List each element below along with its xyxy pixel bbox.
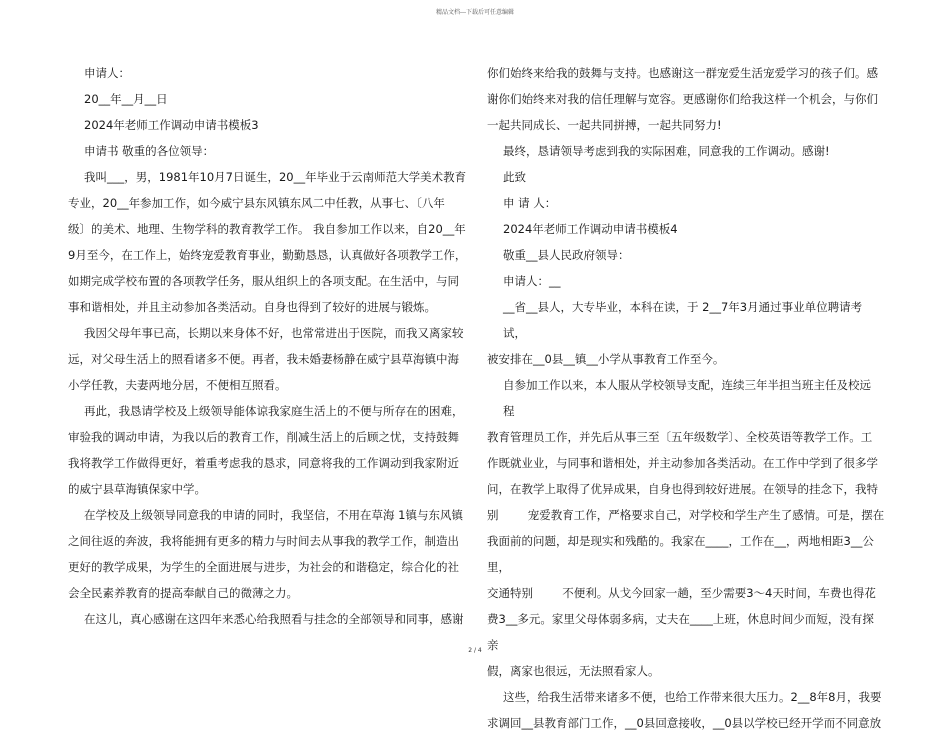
text-line: 自参加工作以来，本人服从学校领导支配，连续三年半担当班主任及校远程 [503,378,871,418]
left-column [68,60,470,632]
text-line: 申请人： [84,66,130,80]
text-line: 在这儿，真心感谢在这四年来悉心给我照看与挂念的全部领导和同事，感谢 [84,612,464,626]
text-line: 我面前的问题，却是现实和残酷的。我家在____，工作在__，两地相距3__公里， [487,534,874,574]
text-line: 事和谐相处，并且主动参加各类活动。自身也得到了较好的进展与锻炼。 [68,300,436,314]
right-column [487,60,885,736]
page-number: 2 / 4 [468,647,482,654]
text-line: 2024年老师工作调动申请书模板3 [84,118,259,132]
text-line: __省__县人，大专毕业，本科在读，于 2__7年3月通过事业单位聘请考试， [503,300,863,340]
text-line: 你们始终来给我的鼓舞与支持。也感谢这一群宠爱生活宠爱学习的孩子们。感 [487,66,878,80]
text-line: 我因父母年事已高，长期以来身体不好，也常常进出于医院，而我又离家较 [84,326,464,340]
text-line: 更好的教学成果，为学生的全面进展与进步，为社会的和谐稳定，综合化的社 [68,560,459,574]
text-line: 的威宁县草海镇保家中学。 [68,482,206,496]
text-line: 9月至今，在工作上，始终宠爱教育事业，勤勤恳恳，认真做好各项教学工作， [68,248,467,262]
text-line: 作既就业业，与同事和谐相处，并主动参加各类活动。在工作中学到了很多学 [487,456,878,470]
text-line: 远，对父母生活上的照看诸多不便。再者，我未婚妻杨静在威宁县草海镇中海 [68,352,459,366]
text-line: 申请书 敬重的各位领导： [84,144,215,158]
text-line: 假，离家也很远，无法照看家人。 [487,664,660,678]
page-header: 精品文档---下载后可任意编辑 [435,9,515,16]
text-line: 会全民素养教育的提高奉献自己的微薄之力。 [68,586,298,600]
text-line: 费3__多元。家里父母体弱多病，丈夫在____上班，休息时间少而短，没有探亲 [487,612,874,652]
text-line: 交通特别 不便利。从戈今回家一趟，至少需要3～4天时间，车费也得花 [487,586,876,600]
text-line: 我将教学工作做得更好，着重考虑我的恳求，同意将我的工作调动到我家附近 [68,456,459,470]
text-line: 被安排在__0县__镇__小学从事教育工作至今。 [487,352,725,366]
text-line: 2024年老师工作调动申请书模板4 [503,222,678,236]
text-line: 别 宠爱教育工作，严格要求自己，对学校和学生产生了感情。可是，摆在 [487,508,885,522]
text-line: 谢你们始终来对我的信任理解与宽容。更感谢你们给我这样一个机会，与你们 [487,92,878,106]
text-line: 再此，我恳请学校及上级领导能体谅我家庭生活上的不便与所存在的困难， [84,404,464,418]
text-line: 求调回__县教育部门工作，__0县回意接收，__0县以学校已经开学而不同意放 [487,716,882,730]
text-line: 专业，20__年参加工作，如今威宁县东风镇东风二中任教，从事七、〔八年 [68,196,445,210]
text-line: 一起共同成长、一起共同拼搏，一起共同努力! [487,118,722,132]
text-line: 问，在教学上取得了优异成果，自身也得到较好进展。在领导的挂念下，我特 [487,482,878,496]
text-line: 小学任教，夫妻两地分居，不便相互照看。 [68,378,287,392]
text-line: 教育管理员工作，并先后从事三至〔五年级数学〕、全校英语等教学工作。工 [487,430,873,444]
text-line: 我叫___，男，1981年10月7日诞生，20__年毕业于云南师范大学美术教育 [84,170,467,184]
text-line: 最终，恳请领导考虑到我的实际困难，同意我的工作调动。感谢! [503,144,830,158]
text-line: 级〕的美术、地理、生物学科的教育教学工作。 我自参加工作以来，自20__年 [68,222,466,236]
text-line: 这些，给我生活带来诸多不便，也给工作带来很大压力。2__8年8月，我要 [503,690,882,704]
text-line: 审验我的调动申请，为我以后的教育工作，削减生活上的后顾之忧，支持鼓舞 [68,430,459,444]
text-line: 敬重__县人民政府领导： [503,248,630,262]
text-line: 如期完成学校布置的各项教学任务，服从组织上的各项支配。在生活中，与同 [68,274,459,288]
text-line: 之间往返的奔波，我将能拥有更多的精力与时间去从事我的教学工作，制造出 [68,534,459,548]
text-line: 此致 [503,170,526,184]
text-line: 申 请 人： [503,196,557,210]
text-line: 在学校及上级领导同意我的申请的同时，我坚信，不用在草海 1镇与东风镇 [84,508,463,522]
text-line: 申请人：__ [503,274,561,288]
text-line: 20__年__月__日 [84,92,168,106]
